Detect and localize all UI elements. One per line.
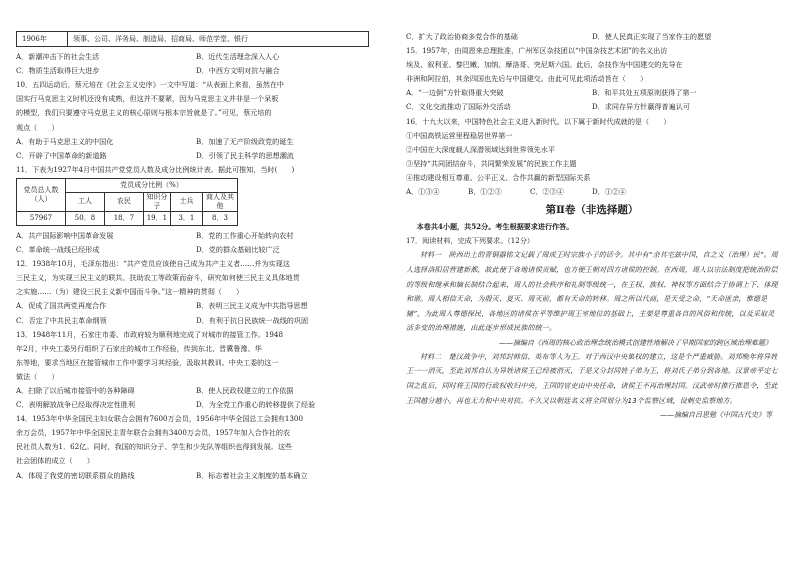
q15-option-a[interactable]: A．“一边倒”方针取得重大突破 <box>406 88 504 98</box>
q15-option-c[interactable]: C．文化交流推动了国际外交活动 <box>406 102 511 112</box>
q14-option-d[interactable]: D．使人民真正实现了当家作主的愿望 <box>592 32 712 41</box>
q14-option-a[interactable]: A．体现了我党的密切联系群众的路线 <box>16 470 135 480</box>
q15-options-row-1 <box>406 86 778 100</box>
q16-option-b[interactable]: B．①②③ <box>468 187 502 197</box>
section-note: 本卷共4小题，共52分。考生根据要求进行作答。 <box>416 222 574 232</box>
q12-options-row-2 <box>16 314 376 328</box>
q15-stem-line: 非洲和阿拉伯，其余四国也先后与中国建交。由此可见此项活动旨在（ ） <box>406 74 648 84</box>
q11-option-b[interactable]: B．党的工作重心开始转向农村 <box>196 230 294 240</box>
q10-stem-line: 观点（ ） <box>16 122 59 132</box>
q12-stem-line: 之实施……（为）建设三民主义新中国而斗争。”这一精神的贯彻（ ） <box>16 287 244 297</box>
q11-options-row-2 <box>16 243 376 257</box>
table-items-cell: 领事、公司、洋务局、制造局、招商局、师范学堂、银行 <box>68 32 369 47</box>
table-col-header: 农民 <box>104 192 143 211</box>
q14-stem-line: 余万会员，1957年中华全国民主青年联合会拥有3400万会员，1957年加入合作社的农 <box>16 428 291 438</box>
q12-option-c[interactable]: C．否定了中共民主革命纲领 <box>16 315 107 325</box>
table-cell: 3．1 <box>170 211 202 225</box>
table-year-cell: 1906年 <box>17 32 68 47</box>
q17-stem: 17．阅读材料，完成下列要求。（12分） <box>406 236 535 246</box>
q16-item: ④推动建设相互尊重、公平正义、合作共赢的新型国际关系 <box>406 172 591 182</box>
q10-option-b[interactable]: B．加速了无产阶级政党的诞生 <box>196 136 294 146</box>
table-cell: 19．1 <box>143 211 170 225</box>
table-cell: 18．7 <box>104 211 143 225</box>
q12-options-row-1 <box>16 299 376 313</box>
q13-option-c[interactable]: C．表明解放战争已经取得决定性胜利 <box>16 400 135 410</box>
q16-stem: 16．十九大以来，中国特色社会主义进入新时代。以下属于新时代成就的是（ ） <box>406 116 671 126</box>
q11-option-c[interactable]: C．革命统一战线已经形成 <box>16 245 100 255</box>
table-header-group: 党员成分比例（%） <box>66 178 238 192</box>
table-col-header: 工人 <box>66 192 105 211</box>
material-1-citation: ——摘编自《西周的核心政治理念统治模式创建性地解决了早期国家的跨区域治理难题》 <box>499 338 772 347</box>
q14-options-row-2 <box>406 30 778 44</box>
q15-option-d[interactable]: D．求同存异方针赢得普遍认可 <box>592 102 690 112</box>
q12-option-d[interactable]: D．有利于抗日民族统一战线的巩固 <box>196 315 309 325</box>
right-column <box>406 30 778 422</box>
q13-stem-line: 做法（ ） <box>16 371 59 381</box>
q13-stem-line: 年2月，中央工委另行组织了石家庄的城市工作经验，传到东北、晋冀鲁豫、华 <box>16 343 262 353</box>
q16-item: ③坚持“共同团结奋斗，共同繁荣发展”的民族工作主题 <box>406 158 577 168</box>
q14-stem-line: 民社员人数为1．62亿。同时，我国的知识分子、学生和少先队等组织也得到发展。这些 <box>16 442 293 452</box>
q11-option-d[interactable]: D．党的群众基础比较广泛 <box>196 245 280 255</box>
q13-option-b[interactable]: B．使人民政权建立的工作依据 <box>196 385 294 395</box>
q10-stem-line: 10．五四运动后，蔡元培在《社会主义史序》一文中写道：“从表面上来看，虽然在中 <box>16 80 285 90</box>
table-cell: 50．8 <box>66 211 105 225</box>
q16-option-a[interactable]: A．①③④ <box>406 187 440 197</box>
material-2-citation: ——摘编自吕思勉《中国古代史》等 <box>660 411 772 420</box>
q10-options-row-1 <box>16 135 376 149</box>
q11-stem: 11．下表为1927年4月中国共产党党员人数及成分比例统计表。据此可推知，当时( ) <box>16 164 295 174</box>
q15-options-row-2 <box>406 100 778 114</box>
q10-option-c[interactable]: C．开辟了中国革命的新道路 <box>16 150 107 160</box>
q14-option-c[interactable]: C．扩大了政治协商多党合作的基础 <box>406 32 518 41</box>
q9-option-c[interactable]: C．物质生活取得巨大进步 <box>16 66 100 76</box>
q16-item: ①中国高铁运营里程稳居世界第一 <box>406 130 513 140</box>
q13-option-d[interactable]: D．为全党工作重心的转移提供了经验 <box>196 400 316 410</box>
table-col-header: 士兵 <box>170 192 202 211</box>
q10-option-a[interactable]: A．有助于马克思主义的中国化 <box>16 136 114 146</box>
q11-options-row-1 <box>16 229 376 243</box>
q13-stem-line: 东等地，要求当地区在接管城市工作中要学习其经验，汲取其教训。中央工委的这一 <box>16 357 279 367</box>
table-col-header: 知识分子 <box>143 192 170 211</box>
q10-stem-line: 的模型，我们只要遵守马克思主义的核心原则与根本宗旨就是了。”可见，蔡元培的 <box>16 108 272 118</box>
party-member-table <box>16 178 238 226</box>
q14-stem-line: 社会团体的成立（ ） <box>16 456 95 466</box>
table-cell: 8．3 <box>203 211 238 225</box>
q15-stem-line: 15．1957年，由周恩来总理批准，广州军区杂技团以“中国杂技艺术团”的名义出访 <box>406 46 668 56</box>
q10-stem-line: 国实行马克思主义时机还没有成熟，但这并不要紧，因为马克思主义并非是一个呆板 <box>16 94 279 104</box>
left-column <box>16 30 376 483</box>
table-col-header: 商人及其他 <box>203 192 238 211</box>
q16-item: ②中国在大深度载人深潜领域达到世界领先水平 <box>406 144 555 154</box>
q9-option-b[interactable]: B．近代生活理念深入人心 <box>196 52 280 62</box>
material-2: 材料二 楚汉战争中，刘邦封韩信、英布等人为王。对于西汉中央集权的建立，这是个严重威胁。刘邦晚年将异姓王一一消灭，至此刘邦自认为异姓诸侯王已经被消灭，于是又分封同姓子弟为王，将刘氏子弟分到各地。汉景帝平定七国之乱后，同时将王国的行政权收归中央，王国的官吏由中央任命，诸侯王不再治理封国。汉武帝时推行推恩令，至此王国越分越小，再也无力和中央对抗。不久又以朝廷名义将全国划分为13个监察区域，设刺史监察地方。 <box>406 352 778 405</box>
q14-options-row-1 <box>16 469 376 483</box>
q9-option-a[interactable]: A．新潮冲击下的社会生活 <box>16 52 100 62</box>
q13-options-row-1 <box>16 384 376 398</box>
q13-stem-line: 13．1948年11月，石家庄市委、市政府较为顺利地完成了对城市的接管工作。1948 <box>16 329 283 339</box>
q12-option-a[interactable]: A．促成了国共两党再度合作 <box>16 301 107 311</box>
q9-options-row-2 <box>16 64 376 78</box>
q16-option-d[interactable]: D．①②④ <box>592 187 627 197</box>
table-1906 <box>16 31 369 47</box>
q12-stem-line: 12．1938年10月，毛泽东指出：“共产党员应该使自己成为共产主义者……并为实现这 <box>16 259 290 269</box>
material-1: 材料一 陕西出土的青铜器铭文记载了周成王时宗族小子的话令。其中有“余其宅兹中国，自之义（治理）民”。周人选择洛阳居营建新都，故此便于各地诸侯贡赋，也方便王朝对四方诸侯的控制。在西周，周人以宗法制度把统治阶层的等级和继承和嫡长制结合起来，周人的社会秩序和礼制等级统一，在王权、族权、神权等方面结合于协调上下、体现和谐。周人相信天命，为殷灭、夏灭、周灭前，都有天命的转移。周之所以代商，是天受之命，“天命匪亲，惟德是辅”，为此周人尊德保民，各地区的诸侯在平等维护周王室地位的基础上，主要是尊重各自的风俗和传统，以及采取灵活多变的治理措施，由此逐步形成民族的统一。 <box>406 251 778 333</box>
q10-options-row-2 <box>16 149 376 163</box>
table-header-total: 党员总人数（人） <box>17 178 66 211</box>
q9-option-d[interactable]: D．中西方文明对抗与融合 <box>196 66 280 76</box>
q15-option-b[interactable]: B．和平共处五项原则获得了第一 <box>592 88 697 98</box>
q12-stem-line: 三民主义，为实现三民主义的联共、扶助农工等政策而奋斗，研究如何使三民主义具体地贯 <box>16 273 300 283</box>
q12-option-b[interactable]: B．表明三民主义成为中共指导思想 <box>196 301 308 311</box>
q14-stem-line: 14．1953年中华全国民主妇女联合会拥有7600万会员，1956年中华全国总工会拥有1300 <box>16 414 303 424</box>
table-cell: 57967 <box>17 211 66 225</box>
q16-options-row <box>406 185 778 199</box>
q9-options-row-1 <box>16 50 376 64</box>
section-title: 第Ⅱ卷（非选择题） <box>545 204 639 217</box>
q13-options-row-2 <box>16 398 376 412</box>
q14-option-b[interactable]: B．标志着社会主义制度的基本确立 <box>196 470 308 480</box>
q11-option-a[interactable]: A．共产国际影响中国革命发展 <box>16 230 114 240</box>
q15-stem-line: 埃及、叙利亚、黎巴嫩、加纳、摩洛哥、突尼斯六国。此后，杂技作为中国建交的先导在 <box>406 60 683 70</box>
q10-option-d[interactable]: D．引领了民主科学的思想潮流 <box>196 150 294 160</box>
q16-option-c[interactable]: C．②③④ <box>530 187 564 197</box>
q13-option-a[interactable]: A．扫除了以后城市接管中的各种障碍 <box>16 385 135 395</box>
